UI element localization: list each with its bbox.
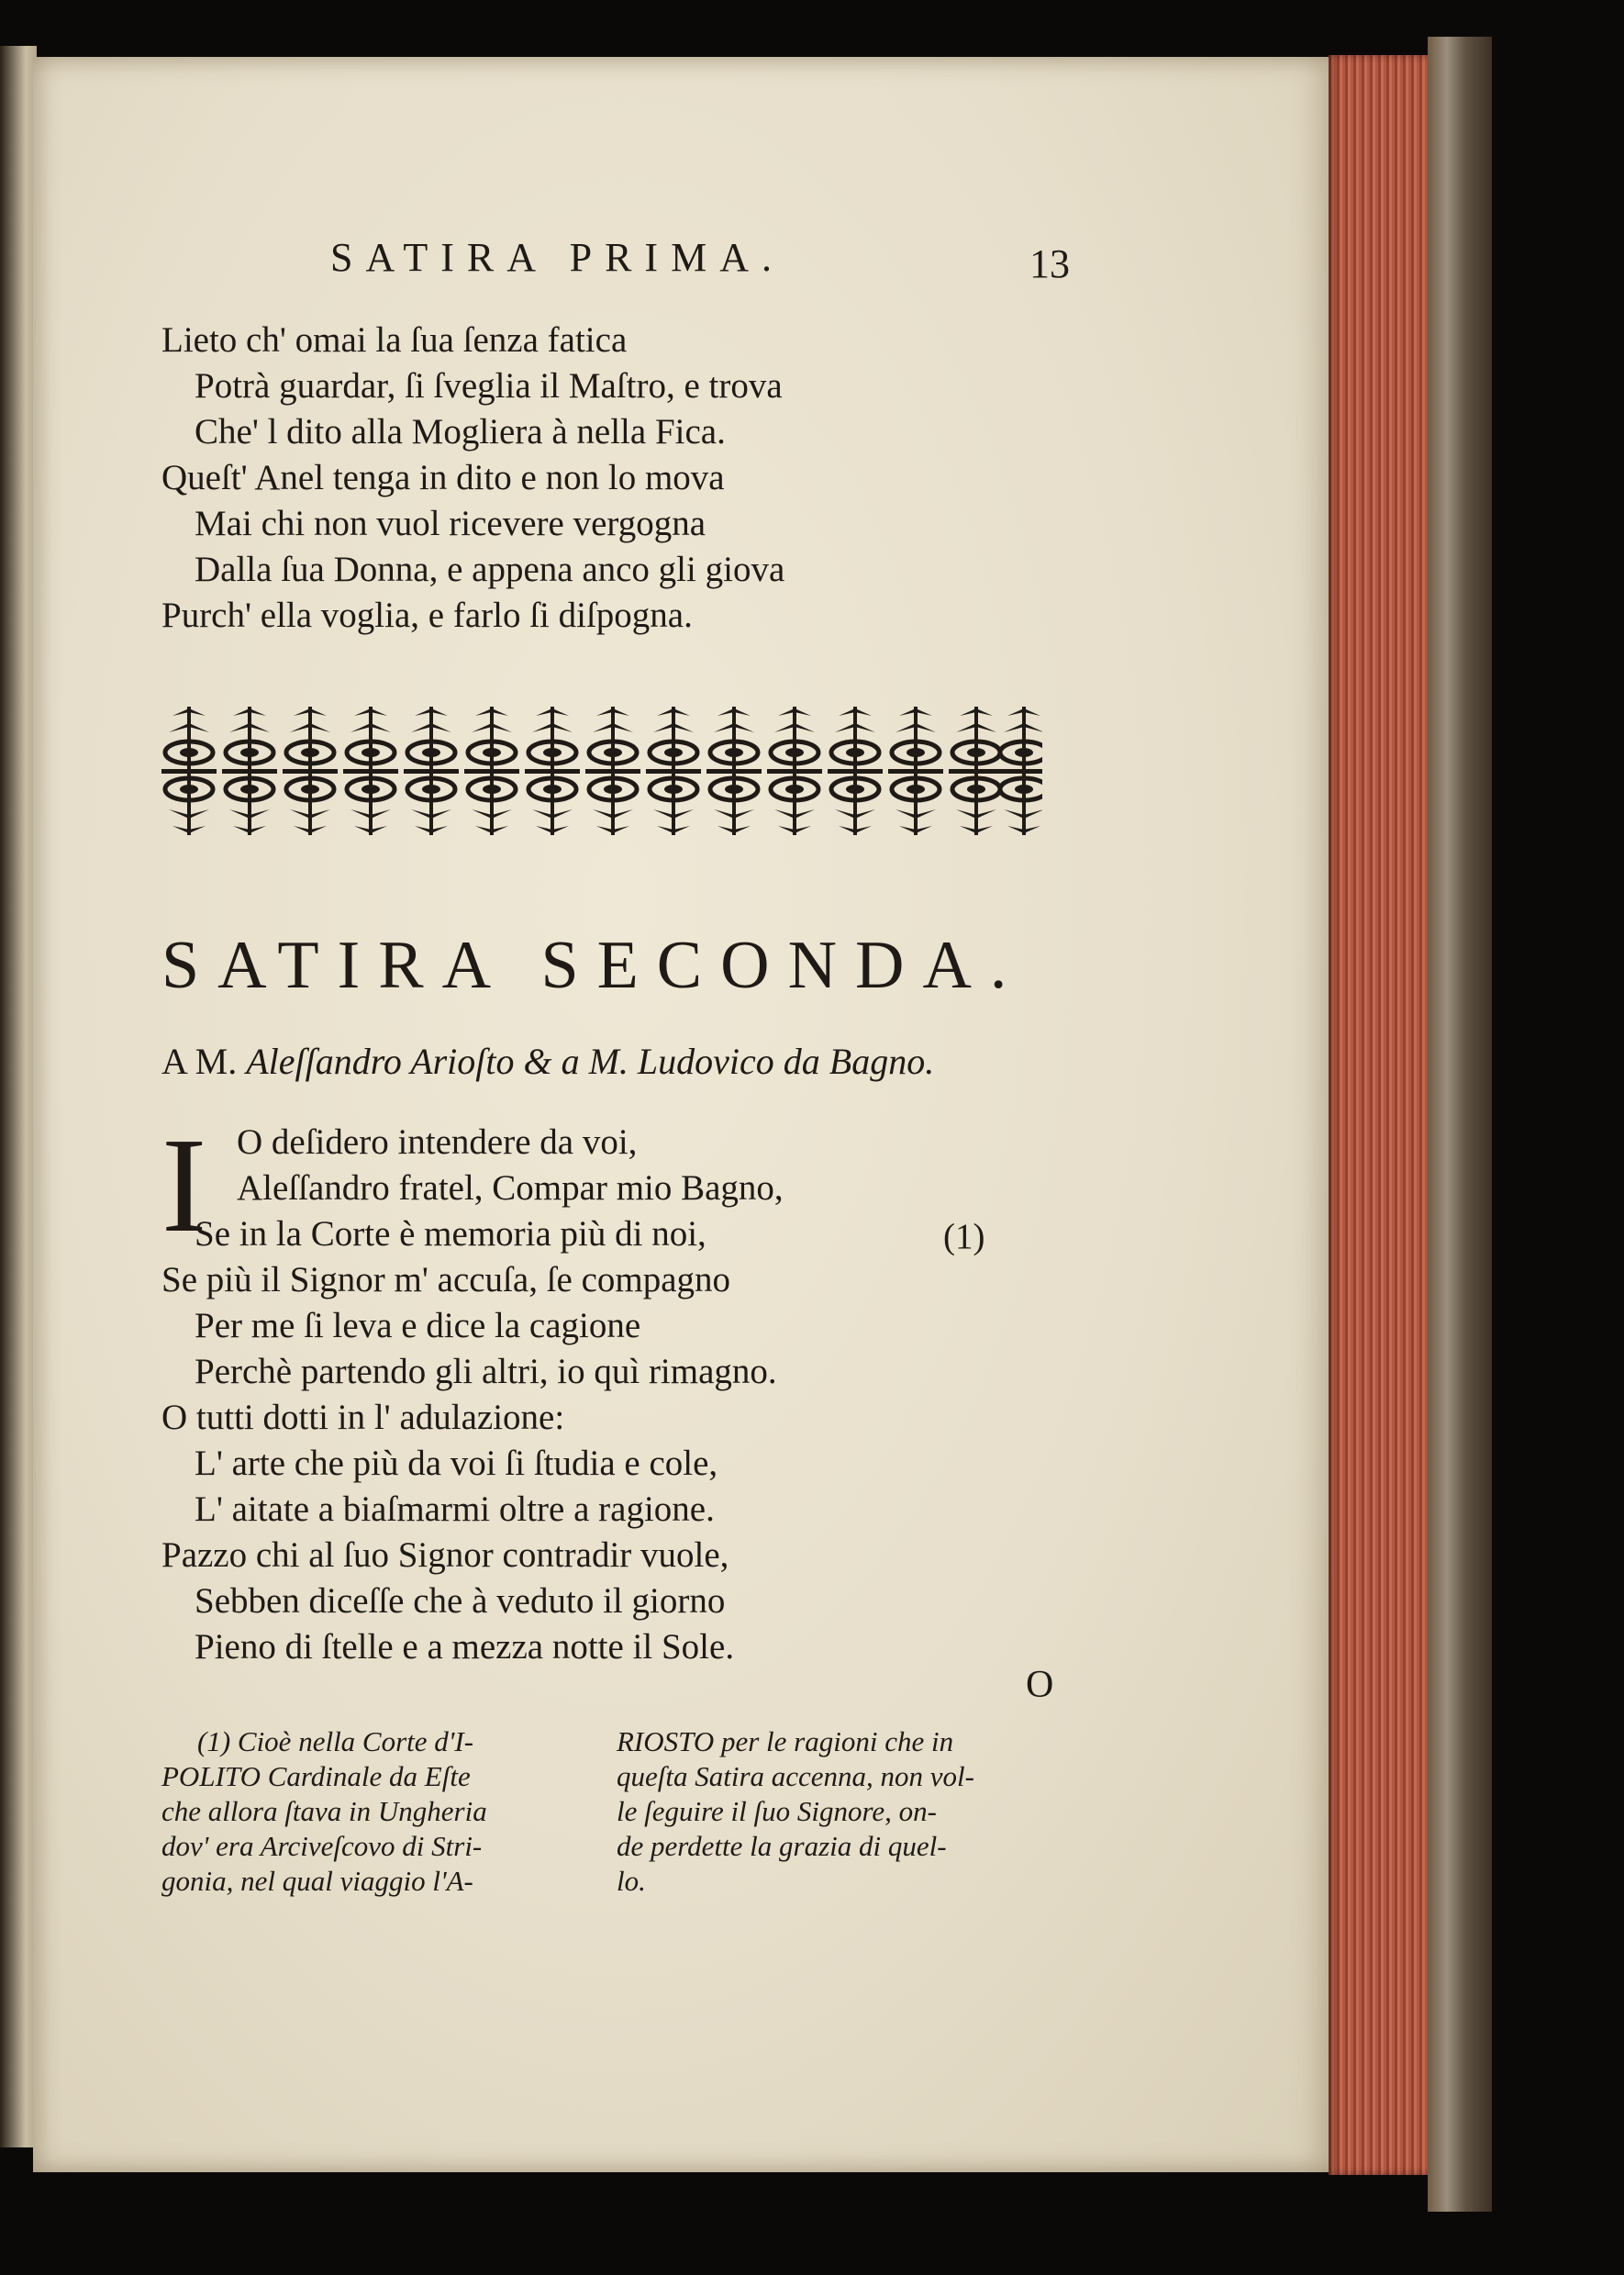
footnote-line: che allora ſtava in Ungheria — [161, 1795, 487, 1827]
footnote-line: queſta Satira accenna, non vol- — [617, 1760, 974, 1792]
facing-page-edge — [0, 46, 37, 2147]
dedication-ampersand: & — [523, 1041, 552, 1082]
footnote-line: RIOSTO per le ragioni che in — [617, 1725, 954, 1757]
verse-line: Per me ſi leva e dice la cagione — [195, 1306, 641, 1345]
verse-line: L' arte che più da voi ſi ſtudia e cole, — [195, 1444, 718, 1483]
page-number: 13 — [1029, 241, 1070, 286]
footnote-line: (1) Cioè nella Corte d'I- — [197, 1725, 474, 1757]
binding-edge — [1428, 37, 1492, 2212]
dedication-name: a M. Ludovico da Bagno. — [561, 1041, 935, 1082]
footnote-line: lo. — [617, 1865, 646, 1897]
verse-line: O deſidero intendere da voi, — [237, 1122, 638, 1162]
verse-line: Dalla ſua Donna, e appena anco gli giova — [195, 550, 785, 589]
section-title: SATIRA SECONDA. — [161, 928, 1026, 1003]
verse-line: Sebben diceſſe che à veduto il giorno — [195, 1581, 726, 1621]
dedication — [161, 1040, 934, 1083]
verse-line: Che' l dito alla Mogliera à nella Fica. — [195, 412, 726, 452]
verse-line: Pieno di ſtelle e a mezza notte il Sole. — [195, 1627, 735, 1667]
dedication-prefix: A M. — [161, 1041, 238, 1082]
verse-line: Se in la Corte è memoria più di noi, — [195, 1214, 706, 1254]
running-head: SATIRA PRIMA. — [330, 235, 784, 280]
dedication-name: Aleſſandro Arioſto — [246, 1041, 515, 1082]
verse-line: Perchè partendo gli altri, io quì rimagno. — [195, 1352, 777, 1391]
footnote-line: le ſeguire il ſuo Signore, on- — [617, 1795, 937, 1827]
verse-line: Aleſſandro fratel, Compar mio Bagno, — [237, 1168, 784, 1208]
verse-line: Se più il Signor m' accuſa, ſe compagno — [161, 1260, 731, 1299]
verse-line: Potrà guardar, ſi ſveglia il Maſtro, e trova — [195, 366, 783, 406]
ornament-band — [161, 707, 1042, 835]
footnote-line: dov' era Arciveſcovo di Stri- — [161, 1830, 483, 1862]
catchword: O — [1026, 1664, 1054, 1706]
footnote-line: POLITO Cardinale da Eſte — [161, 1760, 471, 1792]
note-marker: (1) — [943, 1217, 985, 1256]
verse-line: Mai chi non vuol ricevere vergogna — [195, 504, 706, 543]
fore-edge — [1329, 55, 1429, 2175]
verse-line: L' aitate a biaſmarmi oltre a ragione. — [195, 1489, 715, 1529]
verse-line: Lieto ch' omai la ſua ſenza fatica — [161, 320, 628, 360]
footnote-line: gonia, nel qual viaggio l'A- — [161, 1865, 473, 1897]
verse-line: Purch' ella voglia, e farlo ſi diſpogna. — [161, 596, 693, 635]
verse-line: Queſt' Anel tenga in dito e non lo mova — [161, 458, 725, 497]
verse-line: Pazzo chi al ſuo Signor contradir vuole, — [161, 1535, 729, 1575]
footnote-line: de perdette la grazia di quel- — [617, 1830, 947, 1862]
verse-line: O tutti dotti in l' adulazione: — [161, 1398, 565, 1437]
drop-cap: I — [161, 1110, 207, 1261]
